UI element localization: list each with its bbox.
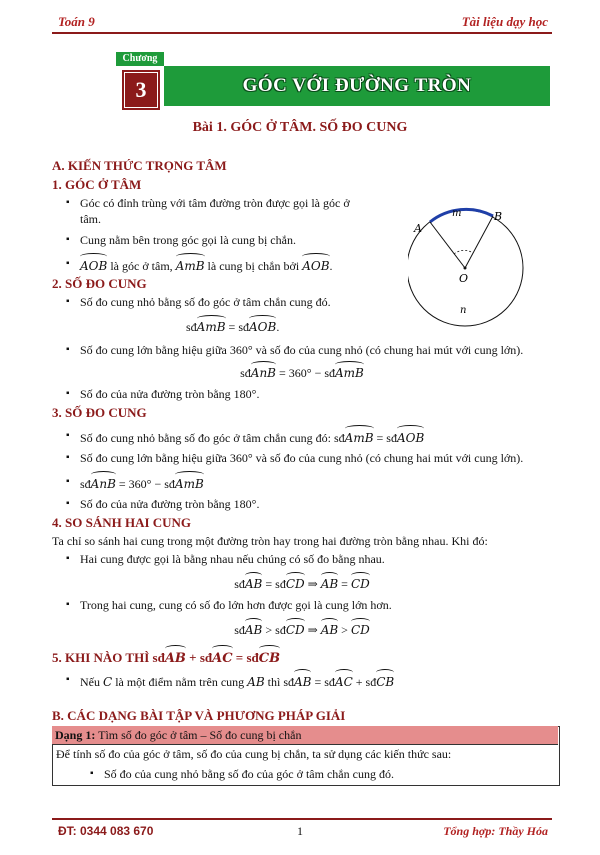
s2-bullet-1: ▪ Số đo cung nhỏ bằng số đo góc ở tâm chắn cung đó. [80, 294, 331, 310]
chapter-number: 3 [124, 72, 158, 108]
s2-formula-2: sđAnB = 360° − sđAmB [240, 366, 364, 380]
dang-1-intro: Để tính số đo của góc ở tâm, số đo của cung bị chắn, ta sử dụng các kiến thức sau: [56, 747, 452, 761]
figure-label-o: O [459, 272, 469, 285]
s1-title: 1. GÓC Ở TÂM [52, 177, 142, 192]
circle-figure [408, 200, 568, 330]
s2-formula-1: sđAmB = sđAOB. [186, 320, 280, 334]
s3-bullet-2: ▪ Số đo cung lớn bằng hiệu giữa 360° và số đo của cung nhỏ (có chung hai mút với cung lớn). [80, 450, 523, 466]
s1-bullet-1a: ▪ Góc có đỉnh trùng với tâm đường tròn được gọi là góc ở [80, 195, 350, 211]
dang-1-bullet-1: ▪ Số đo của cung nhỏ bằng số đo của góc ở tâm chắn cung đó. [104, 766, 394, 782]
header-divider [52, 32, 552, 34]
dang-1-header: Dạng 1: Tìm số đo góc ở tâm – Số đo cung bị chắn [52, 726, 558, 745]
s4-formula-2: sđAB > sđCD ⇒ AB > CD [234, 623, 370, 637]
s1-bullet-2: ▪ Cung nằm bên trong góc gọi là cung bị chắn. [80, 232, 296, 248]
s2-bullet-3: ▪ Số đo của nửa đường tròn bằng 180°. [80, 386, 259, 402]
s2-bullet-2: ▪ Số đo cung lớn bằng hiệu giữa 360° và số đo của cung nhỏ (có chung hai mút với cung lớn). [80, 342, 523, 358]
footer-phone: ĐT: 0344 083 670 [58, 824, 154, 838]
section-a-title: A. KIẾN THỨC TRỌNG TÂM [52, 158, 227, 173]
page-number: 1 [297, 824, 303, 838]
header-doc-type: Tài liệu dạy học [461, 14, 548, 29]
figure-label-n: n [460, 305, 467, 316]
s3-bullet-1: ▪ Số đo cung nhỏ bằng số đo góc ở tâm chắn cung đó: sđAmB = sđAOB [80, 428, 424, 446]
s3-bullet-3: ▪ sđAnB = 360° − sđAmB [80, 474, 204, 492]
s2-title: 2. SỐ ĐO CUNG [52, 276, 147, 291]
s4-bullet-1: ▪ Hai cung được gọi là bằng nhau nếu chúng có số đo bằng nhau. [80, 551, 385, 567]
chapter-title: GÓC VỚI ĐƯỜNG TRÒN [164, 66, 550, 106]
s1-bullet-1b: tâm. [80, 212, 101, 226]
s4-bullet-2: ▪ Trong hai cung, cung có số đo lớn hơn được gọi là cung lớn hơn. [80, 597, 392, 613]
figure-label-a: A [414, 222, 422, 235]
s4-intro: Ta chỉ so sánh hai cung trong một đường tròn hay trong hai đường tròn bằng nhau. Khi đó: [52, 534, 488, 548]
figure-label-b: B [494, 210, 503, 223]
lesson-title: Bài 1. GÓC Ở TÂM. SỐ ĐO CUNG [192, 120, 408, 135]
s4-title: 4. SO SÁNH HAI CUNG [52, 515, 192, 530]
chapter-tag: Chương [116, 52, 164, 66]
footer-author: Tổng hợp: Thầy Hóa [443, 824, 548, 838]
section-b-title: B. CÁC DẠNG BÀI TẬP VÀ PHƯƠNG PHÁP GIẢI [52, 708, 346, 723]
header-subject: Toán 9 [58, 14, 95, 29]
s5-bullet-1: ▪ Nếu C là một điểm nằm trên cung AB thì sđAB = sđAC + sđCB [80, 672, 394, 690]
s4-formula-1: sđAB = sđCD ⇒ AB = CD [234, 577, 370, 591]
s1-bullet-3: ▪ AOB là góc ở tâm, AmB là cung bị chắn bởi AOB. [80, 256, 333, 274]
s5-title: 5. KHI NÀO THÌ sđAB + sđAC = sđCB [52, 650, 281, 666]
s3-title: 3. SỐ ĐO CUNG [52, 405, 147, 420]
s3-bullet-4: ▪ Số đo của nửa đường tròn bằng 180°. [80, 496, 259, 512]
figure-label-m: m [452, 208, 462, 219]
footer-divider [52, 818, 552, 820]
